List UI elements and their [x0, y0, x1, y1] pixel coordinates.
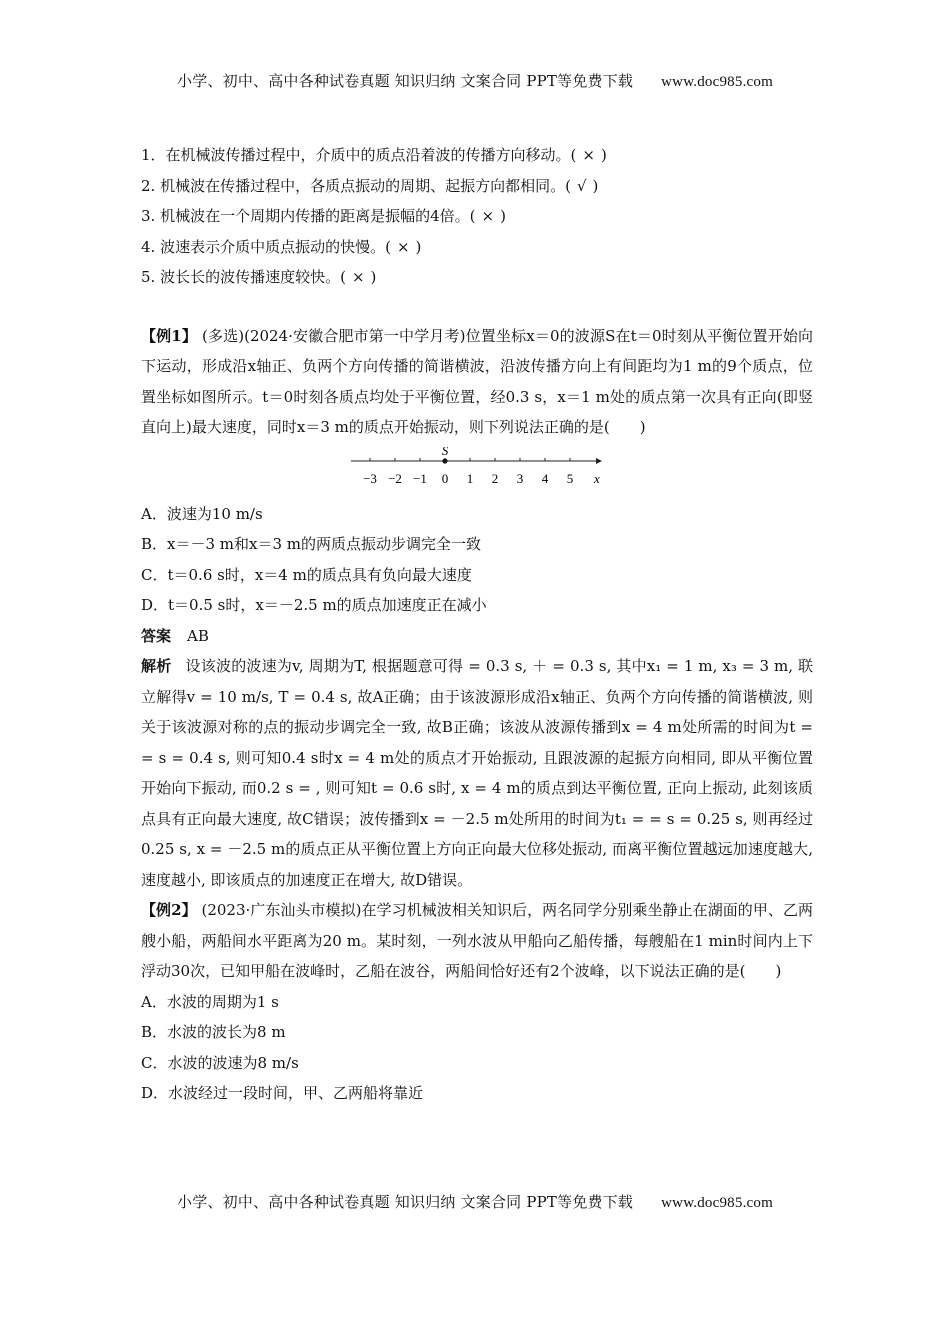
judgment-list [141, 140, 813, 293]
tick-group [363, 458, 573, 486]
tick-label: 5 [566, 470, 574, 486]
analysis-label: 解析 [141, 657, 172, 675]
judgment-item: 3. 机械波在一个周期内传播的距离是振幅的4倍。( × ) [141, 201, 813, 232]
tick-label: 0 [441, 470, 449, 486]
example2-option: D．水波经过一段时间，甲、乙两船将靠近 [141, 1084, 424, 1102]
judgment-item: 4. 波速表示介质中质点振动的快慢。( × ) [141, 232, 813, 263]
footer-site: www.doc985.com [661, 1195, 773, 1211]
tick-label: −3 [363, 470, 377, 486]
judgment-mark: × [351, 268, 365, 286]
judgment-mark: × [396, 237, 410, 256]
example1-option: C．t＝0.6 s时，x＝4 m的质点具有负向最大速度 [141, 565, 472, 584]
example1-answer [141, 621, 813, 652]
axis-diagram [141, 447, 813, 493]
judgment-mark: × [481, 207, 495, 225]
answer-value: AB [187, 626, 209, 645]
axis-arrow-icon [596, 458, 602, 464]
judgment-item: 1．在机械波传播过程中，介质中的质点沿着波的传播方向移动。( × ) [141, 140, 813, 171]
example1-option: D．t＝0.5 s时，x＝－2.5 m的质点加速度正在减小 [141, 596, 487, 614]
footer-text: 小学、初中、高中各种试卷真题 知识归纳 文案合同 PPT等免费下载 [177, 1193, 634, 1211]
analysis-text: 设该波的波速为v, 周期为T, 根据题意可得 = 0.3 s, ＋ = 0.3 s, 其中x₁ = 1 m, x₃ = 3 m, 联立解得v = 10 m/s, T = 0.4 s, 故A正确；由于该波源形成沿x轴正、负两个方向传播的简谐横波, 则关于该波源对称的点的振动步调完全一致, 故B正确；该波从波源传播到x = 4 m处所需的时间为t = = s = 0.4 s, 则可知0.4 s时x = 4 m处的质点才开始振动, 且跟波源的起振方向相同, 即从平衡位置开始向下振动, 而0.2 s = , 则可知t = 0.6 s时, x = 4 m的质点到达平衡位置, 正向上振动, 此刻该质点具有正向最大速度, 故C错误；波传播到x = －2.5 m处所用的时间为t₁ = = s = 0.25 s, 则再经过0.25 s, x = －2.5 m的质点正从平衡位置上方向正向最大位移处振动, 而离平衡位置越远加速度越大, 速度越小, 即该质点的加速度正在增大, 故D错误。 [141, 657, 813, 889]
judgment-mark: √ [576, 176, 587, 195]
tick-label: 3 [516, 470, 524, 486]
axis-figure [141, 447, 813, 493]
example1-stem: 【例1】 (多选)(2024·安徽合肥市第一中学月考)位置坐标x＝0的波源S在t＝0时刻从平衡位置开始向下运动，形成沿x轴正、负两个方向传播的简谐横波，沿波传播方向上有间距均为1 m的9个质点，位置坐标如图所示。t＝0时刻各质点均处于平衡位置，经0.3 s，x＝1 m处的质点第一次具有正向(即竖直向上)最大速度，同时x＝3 m的质点开始振动，则下列说法正确的是( ) [141, 326, 813, 436]
example1-option: A．波速为10 m/s [141, 504, 263, 523]
tick-label: −2 [388, 470, 402, 486]
page-header [0, 70, 950, 91]
example2-tag: 【例2】 [141, 901, 197, 919]
example2-option: A．水波的周期为1 s [141, 992, 279, 1011]
document-body [141, 140, 813, 1109]
example1-analysis [141, 651, 813, 895]
tick-label: −1 [413, 470, 427, 486]
axis-label: x [594, 470, 600, 486]
page-footer [0, 1191, 950, 1212]
example2-option: C．水波的波速为8 m/s [141, 1053, 299, 1072]
example2-stem: 【例2】 (2023·广东汕头市模拟)在学习机械波相关知识后，两名同学分别乘坐静止在湖面的甲、乙两艘小船，两船间水平距离为20 m。某时刻，一列水波从甲船向乙船传播，每艘船在1 min时间内上下浮动30次，已知甲船在波峰时，乙船在波谷，两船间恰好还有2个波峰，以下说法正确的是( ) [141, 901, 813, 980]
tick-label: 1 [466, 470, 474, 486]
source-label: S [441, 446, 449, 458]
header-text: 小学、初中、高中各种试卷真题 知识归纳 文案合同 PPT等免费下载 [177, 72, 634, 90]
judgment-mark: × [582, 146, 595, 164]
tick-label: 4 [541, 470, 549, 486]
example1-tag: 【例1】 [141, 326, 198, 345]
judgment-item: 5. 波长长的波传播速度较快。( × ) [141, 262, 813, 293]
judgment-item: 2. 机械波在传播过程中，各质点振动的周期、起振方向都相同。( √ ) [141, 171, 813, 202]
example2-option: B．水波的波长为8 m [141, 1023, 286, 1041]
example1-option: B．x＝－3 m和x＝3 m的两质点振动步调完全一致 [141, 535, 482, 553]
tick-label: 2 [491, 470, 499, 486]
answer-label: 答案 [141, 626, 172, 645]
header-site: www.doc985.com [661, 74, 773, 90]
